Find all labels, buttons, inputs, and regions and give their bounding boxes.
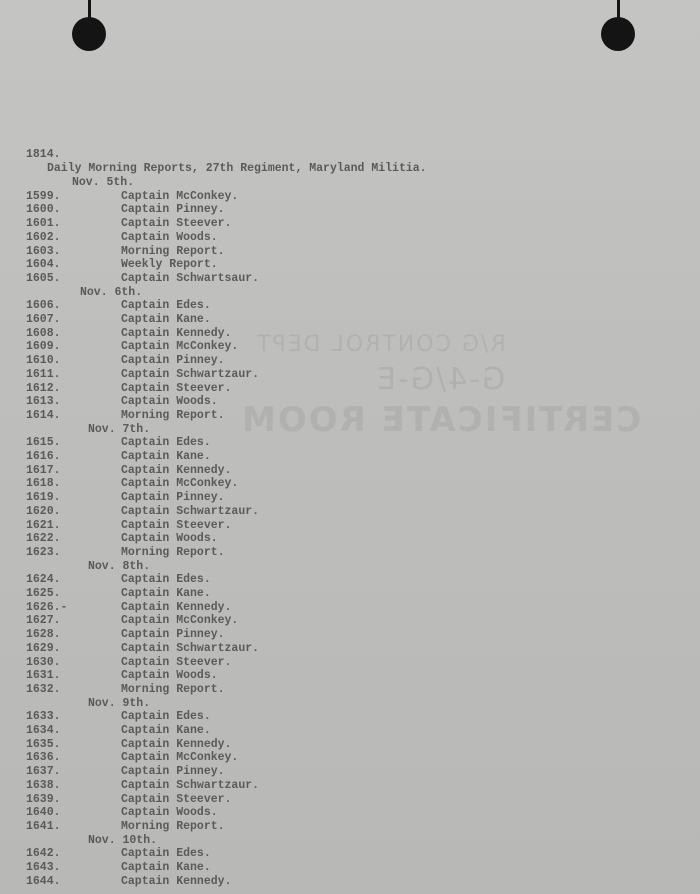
entry-number: 1612. — [26, 381, 61, 395]
entry-number: 1609. — [26, 340, 61, 354]
entry-text: Captain McConkey. — [121, 189, 239, 203]
bleed-through-text: R/G CONTROL DEPT — [255, 332, 506, 357]
entry-number: 1610. — [26, 354, 61, 368]
entry-number: 1629. — [26, 641, 61, 655]
entry-text: Captain Kane. — [121, 313, 211, 326]
entry-number: 1642. — [26, 847, 61, 861]
document-year: 1814. — [26, 148, 61, 161]
entry-text: Captain Pinney. — [121, 491, 225, 505]
entry-text: Captain Schwartzaur. — [121, 504, 260, 518]
entry-number: 1626.- — [26, 600, 68, 614]
section-date: Nov. 7th. — [88, 422, 151, 436]
entry-text: Captain Kane. — [121, 587, 211, 600]
entry-text: Morning Report. — [121, 819, 225, 833]
entry-number: 1636. — [26, 751, 61, 765]
entry-text: Captain Schwartzaur. — [121, 641, 260, 655]
entry-text: Captain Kennedy. — [121, 737, 232, 751]
entry-number: 1605. — [26, 271, 61, 285]
entry-number: 1644. — [26, 874, 61, 888]
entry-text: Captain McConkey. — [121, 614, 239, 628]
entry-number: 1630. — [26, 655, 61, 669]
entry-text: Captain Pinney. — [121, 628, 225, 642]
entry-number: 1634. — [26, 724, 61, 737]
entry-text: Captain Woods. — [121, 669, 218, 683]
entry-number: 1600. — [26, 203, 61, 217]
entry-number: 1601. — [26, 217, 61, 231]
entry-text: Morning Report. — [121, 545, 225, 559]
section-date: Nov. 8th. — [88, 559, 151, 573]
entry-number: 1635. — [26, 737, 61, 751]
entry-text: Captain Kane. — [121, 861, 211, 874]
entry-number: 1603. — [26, 244, 61, 258]
entry-text: Captain Steever. — [121, 655, 232, 669]
entry-number: 1606. — [26, 299, 61, 313]
entry-text: Captain Edes. — [121, 436, 211, 450]
entry-text: Captain McConkey. — [121, 340, 239, 354]
entry-number: 1637. — [26, 765, 61, 779]
entry-text: Captain Schwartzaur. — [121, 778, 260, 792]
entry-number: 1622. — [26, 532, 61, 546]
entry-text: Captain Kane. — [121, 724, 211, 737]
entry-text: Morning Report. — [121, 408, 225, 422]
entry-text: Captain Steever. — [121, 518, 232, 532]
entry-number: 1627. — [26, 614, 61, 628]
section-date: Nov. 6th. — [80, 285, 143, 299]
entry-text: Morning Report. — [121, 244, 225, 258]
punch-hole-icon — [72, 17, 106, 51]
entry-number: 1618. — [26, 477, 61, 491]
entry-number: 1633. — [26, 710, 61, 724]
entry-text: Captain Steever. — [121, 381, 232, 395]
entry-text: Captain Steever. — [121, 792, 232, 806]
entry-text: Morning Report. — [121, 682, 225, 696]
entry-number: 1624. — [26, 573, 61, 587]
entry-text: Captain Kennedy. — [121, 874, 232, 888]
entry-text: Captain Woods. — [121, 532, 218, 546]
entry-number: 1625. — [26, 587, 61, 600]
entry-text: Captain Kennedy. — [121, 600, 232, 614]
entry-text: Captain McConkey. — [121, 477, 239, 491]
entry-text: Captain Schwartzaur. — [121, 367, 260, 381]
entry-text: Captain Edes. — [121, 710, 211, 724]
entry-number: 1604. — [26, 258, 61, 272]
entry-number: 1613. — [26, 395, 61, 409]
entry-number: 1623. — [26, 545, 61, 559]
entry-number: 1608. — [26, 326, 61, 340]
bleed-through-text: CERTIFICATE ROOM — [240, 400, 642, 440]
entry-text: Captain Kennedy. — [121, 326, 232, 340]
section-date: Nov. 5th. — [72, 176, 135, 189]
entry-text: Captain Schwartsaur. — [121, 271, 260, 285]
entry-text: Captain Woods. — [121, 806, 218, 820]
entry-number: 1641. — [26, 819, 61, 833]
entry-number: 1643. — [26, 861, 61, 874]
entry-number: 1632. — [26, 682, 61, 696]
entry-text: Weekly Report. — [121, 258, 218, 272]
entry-text: Captain Edes. — [121, 573, 211, 587]
entry-number: 1611. — [26, 367, 61, 381]
bleed-through-text: G-4/G-E — [375, 362, 506, 397]
entry-number: 1614. — [26, 408, 61, 422]
entry-number: 1615. — [26, 436, 61, 450]
section-date: Nov. 10th. — [88, 833, 158, 847]
entry-number: 1616. — [26, 450, 61, 463]
entry-text: Captain Steever. — [121, 217, 232, 231]
entry-number: 1607. — [26, 313, 61, 326]
entry-text: Captain Kane. — [121, 450, 211, 463]
entry-number: 1621. — [26, 518, 61, 532]
section-date: Nov. 9th. — [88, 696, 151, 710]
entry-text: Captain Pinney. — [121, 765, 225, 779]
entry-number: 1617. — [26, 463, 61, 477]
entry-number: 1638. — [26, 778, 61, 792]
entry-text: Captain Woods. — [121, 230, 218, 244]
entry-text: Captain Kennedy. — [121, 463, 232, 477]
entry-text: Captain Woods. — [121, 395, 218, 409]
punch-hole-icon — [601, 17, 635, 51]
entry-number: 1639. — [26, 792, 61, 806]
entry-number: 1599. — [26, 189, 61, 203]
entry-text: Captain Edes. — [121, 847, 211, 861]
entry-text: Captain Pinney. — [121, 354, 225, 368]
document-title: Daily Morning Reports, 27th Regiment, Maryland Militia. — [47, 162, 427, 175]
entry-text: Captain McConkey. — [121, 751, 239, 765]
entry-text: Captain Edes. — [121, 299, 211, 313]
entry-number: 1620. — [26, 504, 61, 518]
entry-number: 1602. — [26, 230, 61, 244]
entry-number: 1640. — [26, 806, 61, 820]
entry-number: 1628. — [26, 628, 61, 642]
entry-text: Captain Pinney. — [121, 203, 225, 217]
entry-number: 1619. — [26, 491, 61, 505]
entry-number: 1631. — [26, 669, 61, 683]
